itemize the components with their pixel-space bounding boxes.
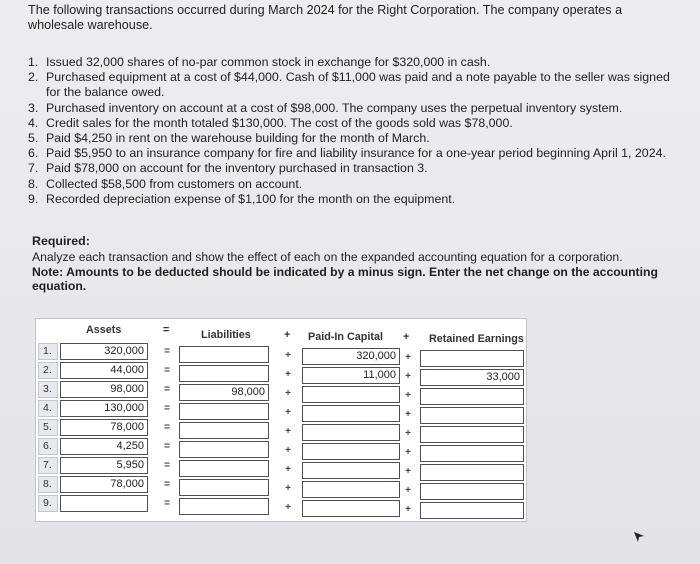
header-paid-in-capital: Paid-In Capital <box>308 331 383 343</box>
retained-earnings-input[interactable] <box>420 350 524 367</box>
plus-sign: + <box>405 370 411 382</box>
transaction-item: 2. Purchased equipment at a cost of $44,000. Cash of $11,000 was paid and a note payable to the seller was signed for the balance owed. <box>28 70 670 100</box>
plus-sign: + <box>285 368 291 380</box>
equals-sign: = <box>164 460 170 471</box>
equals-sign: = <box>164 346 170 357</box>
paid-in-capital-input[interactable] <box>302 386 400 403</box>
retained-earnings-input[interactable] <box>420 483 524 500</box>
equals-sign: = <box>164 365 170 376</box>
plus-sign: + <box>285 482 291 494</box>
plus-sign: + <box>285 425 291 437</box>
transaction-item: 4. Credit sales for the month totaled $130,000. The cost of the goods sold was $78,000. <box>28 115 513 130</box>
assets-input[interactable]: 78,000 <box>60 476 148 493</box>
paid-in-capital-input[interactable]: 11,000 <box>302 367 400 384</box>
assets-input[interactable]: 5,950 <box>60 457 148 474</box>
retained-earnings-input[interactable] <box>420 407 524 424</box>
plus-sign: + <box>285 463 291 475</box>
row-number: 5. <box>38 419 58 436</box>
retained-earnings-input[interactable] <box>420 388 524 405</box>
retained-earnings-input[interactable] <box>420 464 524 481</box>
plus-sign: + <box>405 351 411 363</box>
paid-in-capital-input[interactable] <box>302 481 400 498</box>
assets-input[interactable]: 130,000 <box>60 400 148 417</box>
header-plus-1: + <box>284 329 291 341</box>
retained-earnings-input[interactable] <box>420 445 524 462</box>
liabilities-input[interactable] <box>179 479 269 496</box>
transaction-item: 6. Paid $5,950 to an insurance company for fire and liability insurance for a one-year period beginning April 1, 2024. <box>28 146 666 161</box>
row-number: 7. <box>38 457 58 474</box>
transaction-item: 1. Issued 32,000 shares of no-par common stock in exchange for $320,000 in cash. <box>28 55 491 69</box>
plus-sign: + <box>285 501 291 513</box>
plus-sign: + <box>285 406 291 418</box>
required-instruction: Analyze each transaction and show the effect of each on the expanded accounting equation for a corporation. <box>32 250 623 264</box>
plus-sign: + <box>405 503 411 515</box>
transaction-list <box>28 55 678 207</box>
header-assets: Assets <box>86 324 122 336</box>
paid-in-capital-input[interactable] <box>302 462 400 479</box>
assets-input[interactable]: 320,000 <box>60 343 148 360</box>
plus-sign: + <box>405 446 411 458</box>
liabilities-input[interactable] <box>179 441 269 458</box>
liabilities-input[interactable] <box>179 365 269 382</box>
accounting-equation-table <box>35 318 527 522</box>
plus-sign: + <box>285 444 291 456</box>
liabilities-input[interactable] <box>179 460 269 477</box>
liabilities-input[interactable] <box>179 422 269 439</box>
equals-sign: = <box>164 441 170 452</box>
liabilities-input[interactable] <box>179 403 269 420</box>
required-body <box>32 250 677 294</box>
equals-sign: = <box>164 384 170 395</box>
assets-input[interactable] <box>60 495 148 512</box>
plus-sign: + <box>285 349 291 361</box>
assets-input[interactable]: 4,250 <box>60 438 148 455</box>
transaction-item: 3. Purchased inventory on account at a cost of $98,000. The company uses the perpetual inventory system. <box>28 100 623 115</box>
paid-in-capital-input[interactable] <box>302 443 400 460</box>
liabilities-input[interactable] <box>179 498 269 515</box>
transaction-item: 8. Collected $58,500 from customers on account. <box>28 176 303 191</box>
paid-in-capital-input[interactable]: 320,000 <box>302 348 400 365</box>
plus-sign: + <box>285 387 291 399</box>
cursor-icon <box>632 530 646 544</box>
assets-input[interactable]: 44,000 <box>60 362 148 379</box>
liabilities-input[interactable] <box>179 346 269 363</box>
header-equals: = <box>163 324 170 336</box>
plus-sign: + <box>405 465 411 477</box>
paid-in-capital-input[interactable] <box>302 424 400 441</box>
header-liabilities: Liabilities <box>201 329 251 341</box>
plus-sign: + <box>405 484 411 496</box>
plus-sign: + <box>405 408 411 420</box>
equals-sign: = <box>164 422 170 433</box>
row-number: 8. <box>38 476 58 493</box>
retained-earnings-input[interactable] <box>420 426 524 443</box>
retained-earnings-input[interactable] <box>420 502 524 519</box>
transaction-item: 9. Recorded depreciation expense of $1,100 for the month on the equipment. <box>28 191 456 206</box>
header-retained-earnings: Retained Earnings <box>429 333 524 345</box>
liabilities-input[interactable]: 98,000 <box>179 384 269 401</box>
transaction-item: 7. Paid $78,000 on account for the inventory purchased in transaction 3. <box>28 161 428 176</box>
intro-text: The following transactions occurred during March 2024 for the Right Corporation. The company operates a wholesale warehouse. <box>28 3 623 32</box>
plus-sign: + <box>405 389 411 401</box>
paid-in-capital-input[interactable] <box>302 405 400 422</box>
assets-input[interactable]: 98,000 <box>60 381 148 398</box>
row-number: 9. <box>38 495 58 512</box>
equals-sign: = <box>164 498 170 509</box>
equals-sign: = <box>164 479 170 490</box>
equals-sign: = <box>164 403 170 414</box>
transaction-item: 5. Paid $4,250 in rent on the warehouse building for the month of March. <box>28 131 430 146</box>
row-number: 3. <box>38 381 58 398</box>
retained-earnings-input[interactable]: 33,000 <box>420 369 524 386</box>
row-number: 1. <box>38 343 58 360</box>
row-number: 4. <box>38 400 58 417</box>
row-number: 6. <box>38 438 58 455</box>
assets-input[interactable]: 78,000 <box>60 419 148 436</box>
header-plus-2: + <box>403 331 410 343</box>
required-note: Note: Amounts to be deducted should be indicated by a minus sign. Enter the net change on the accounting equation. <box>32 264 658 293</box>
row-number: 2. <box>38 362 58 379</box>
plus-sign: + <box>405 427 411 439</box>
paid-in-capital-input[interactable] <box>302 500 400 517</box>
required-title: Required: <box>32 234 90 248</box>
